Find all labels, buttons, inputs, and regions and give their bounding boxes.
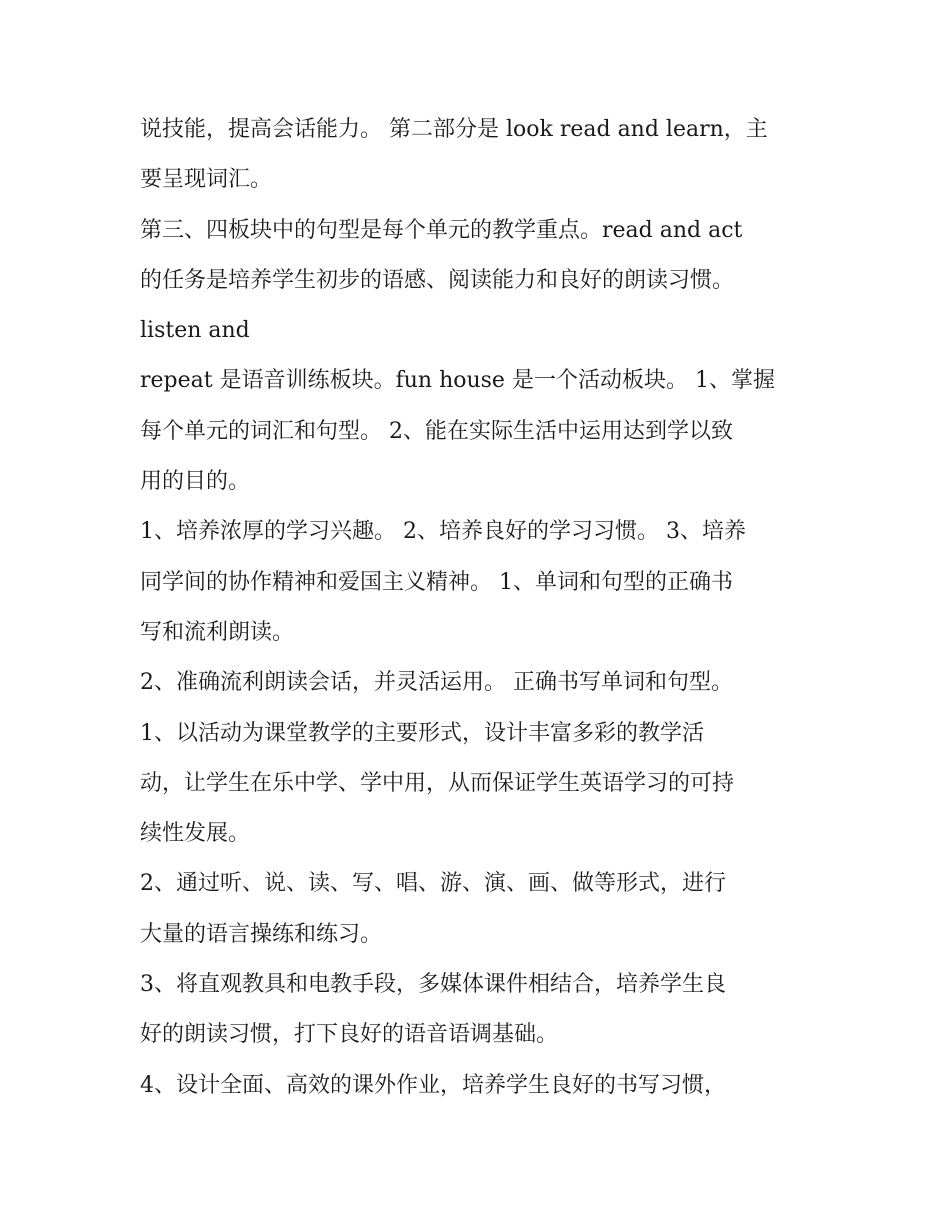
text-line: repeat 是语音训练板块。fun house 是一个活动板块。 1、掌握 <box>140 368 775 394</box>
text-line: 用的目的。 <box>140 469 251 495</box>
text-line: 第三、四板块中的句型是每个单元的教学重点。read and act <box>140 217 743 243</box>
text-line: 好的朗读习惯，打下良好的语音语调基础。 <box>140 1022 559 1048</box>
text-line: 1、以活动为课堂教学的主要形式，设计丰富多彩的教学活 <box>140 720 704 746</box>
text-line: 写和流利朗读。 <box>140 619 295 645</box>
text-line: 大量的语言操练和练习。 <box>140 921 383 947</box>
text-line: 每个单元的词汇和句型。 2、能在实际生活中运用达到学以致 <box>140 418 733 444</box>
text-line: 的任务是培养学生初步的语感、阅读能力和良好的朗读习惯。 <box>140 267 735 293</box>
text-line: 1、培养浓厚的学习兴趣。 2、培养良好的学习习惯。 3、培养 <box>140 519 746 545</box>
text-line: 说技能，提高会话能力。 第二部分是 look read and learn，主 <box>140 117 768 142</box>
text-line: 4、设计全面、高效的课外作业，培养学生良好的书写习惯， <box>140 1072 726 1098</box>
text-line: 续性发展。 <box>140 821 251 847</box>
text-line: 2、准确流利朗读会话，并灵活运用。 正确书写单词和句型。 <box>140 670 733 696</box>
text-line: 同学间的协作精神和爱国主义精神。 1、单词和句型的正确书 <box>140 569 733 595</box>
text-line: 2、通过听、说、读、写、唱、游、演、画、做等形式，进行 <box>140 871 726 897</box>
text-line: 要呈现词汇。 <box>140 167 273 193</box>
text-line: 动，让学生在乐中学、学中用，从而保证学生英语学习的可持 <box>140 770 735 796</box>
body-text <box>140 105 820 1111</box>
text-line: 3、将直观教具和电教手段，多媒体课件相结合，培养学生良 <box>140 972 726 998</box>
text-line: listen and <box>140 318 250 344</box>
